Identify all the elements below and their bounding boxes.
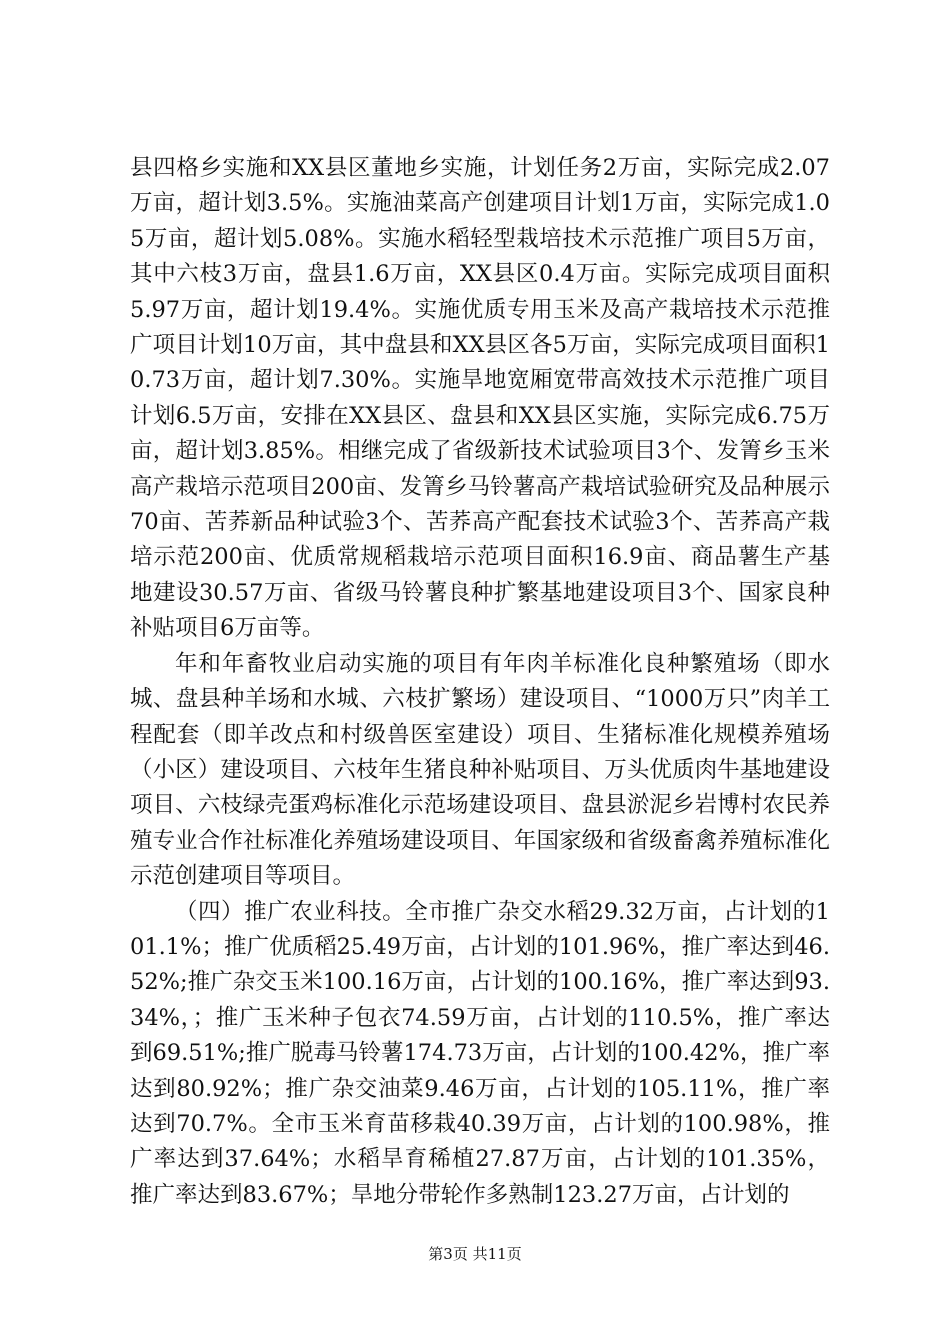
paragraph-2: 年和年畜牧业启动实施的项目有年肉羊标准化良种繁殖场（即水城、盘县种羊场和水城、六枝扩繁场）建设项目、“1000万只”肉羊工程配套（即羊改点和村级兽医室建设）项目、生猪标准化规模养殖场（小区）建设项目、六枝年生猪良种补贴项目、万头优质肉牛基地建设项目、六枝绿壳蛋鸡标准化示范场建设项目、盘县淤泥乡岩博村农民养殖专业合作社标准化养殖场建设项目、年国家级和省级畜禽养殖标准化示范创建项目等项目。: [130, 650, 830, 890]
paragraph-3: （四）推广农业科技。全市推广杂交水稻29.32万亩，占计划的101.1%；推广优质稻25.49万亩，占计划的101.96%，推广率达到46.52%;推广杂交玉米100.16万亩，占计划的100.16%，推广率达到93.34%，；推广玉米种子包衣74.59万亩，占计划的110.5%，推广率达到69.51%;推广脱毒马铃薯174.73万亩，占计划的100.42%，推广率达到80.92%；推广杂交油菜9.46万亩，占计划的105.11%，推广率达到70.7%。全市玉米育苗移栽40.39万亩，占计划的100.98%，推广率达到37.64%；水稻旱育稀植27.87万亩，占计划的101.35%，推广率达到83.67%；旱地分带轮作多熟制123.27万亩，占计划的: [130, 898, 830, 1208]
page-footer: 第3页 共11页: [428, 1245, 522, 1263]
paragraph-1: 县四格乡实施和XX县区董地乡实施，计划任务2万亩，实际完成2.07万亩，超计划3.5%。实施油菜高产创建项目计划1万亩，实际完成1.05万亩，超计划5.08%。实施水稻轻型栽培技术示范推广项目5万亩，其中六枝3万亩，盘县1.6万亩，XX县区0.4万亩。实际完成项目面积5.97万亩，超计划19.4%。实施优质专用玉米及高产栽培技术示范推广项目计划10万亩，其中盘县和XX县区各5万亩，实际完成项目面积10.73万亩，超计划7.30%。实施旱地宽厢宽带高效技术示范推广项目计划6.5万亩，安排在XX县区、盘县和XX县区实施，实际完成6.75万亩，超计划3.85%。相继完成了省级新技术试验项目3个、发箐乡玉米高产栽培示范项目200亩、发箐乡马铃薯高产栽培试验研究及品种展示70亩、苦荞新品种试验3个、苦荞高产配套技术试验3个、苦荞高产栽培示范200亩、优质常规稻栽培示范项目面积16.9亩、商品薯生产基地建设30.57万亩、省级马铃薯良种扩繁基地建设项目3个、国家良种补贴项目6万亩等。: [130, 155, 830, 642]
document-body: [130, 151, 830, 1213]
